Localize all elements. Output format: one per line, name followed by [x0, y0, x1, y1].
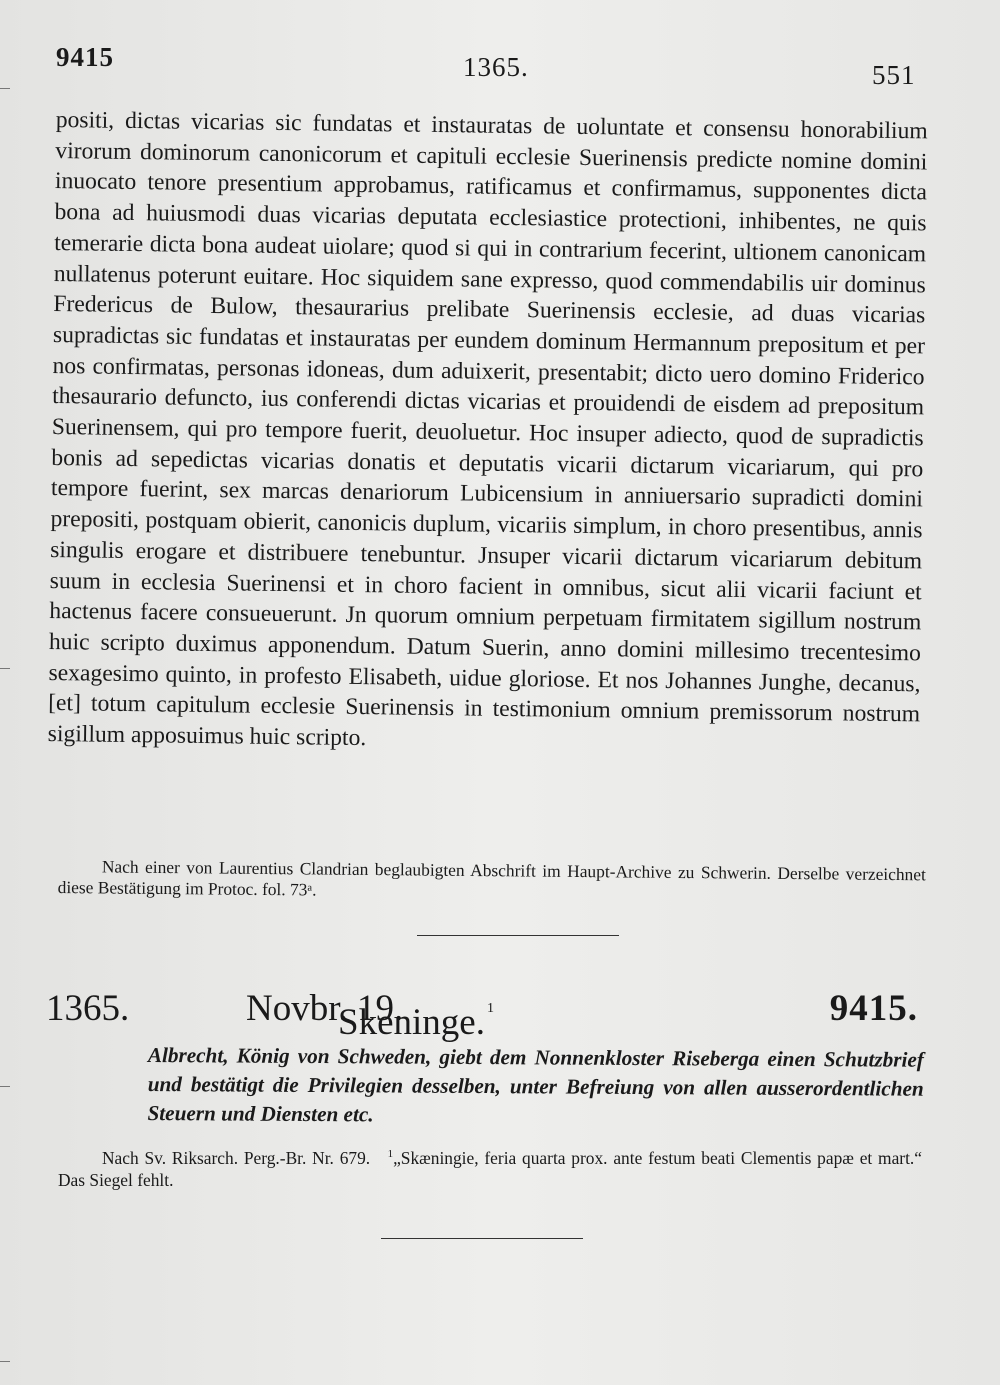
document-summary: Albrecht, König von Schweden, giebt dem Nonnenkloster Riseberga einen Schutzbrief und bestätigt die Privilegien desselben, unter Befreiung von allen ausserordentlichen Steuern und Diensten etc. [147, 1043, 924, 1127]
section-divider [417, 935, 619, 936]
document-source: Nach Sv. Riksarch. Perg.-Br. Nr. 679. [102, 1148, 371, 1168]
page-edge-mark [0, 88, 10, 89]
footnote-marker-2: 1 [387, 1148, 394, 1160]
document-heading [46, 985, 918, 1043]
heading-place [338, 985, 494, 1047]
charter-body-text [48, 105, 928, 761]
footnote-text: „Skæningie, feria quarta prox. ante festum beati Clementis papæ et mart.“ Das Siegel fehlt. [58, 1148, 922, 1190]
header-year: 1365. [463, 52, 529, 82]
heading-day: Novbr. 19. [246, 988, 404, 1029]
section-divider [381, 1238, 583, 1239]
header-document-number: 9415 [56, 42, 114, 72]
document-source-and-footnote [58, 1143, 922, 1191]
heading-place-name: Skeninge. [338, 1002, 485, 1043]
page-edge-mark [0, 1361, 10, 1362]
header-page-number: 551 [872, 60, 916, 90]
source-note: Nach einer von Laurentius Clandrian beglaubigten Abschrift im Haupt-Archive zu Schwerin. Derselbe verzeichnet diese Bestätigung im Protoc. fol. 73ᵃ. [57, 856, 926, 900]
page-edge-mark [0, 1086, 10, 1087]
charter-paragraph: positi, dictas vicarias sic fundatas et instauratas de uoluntate et consensu honorabilium virorum dominorum canonicorum et capituli ecclesie Suerinensis predicte nomine domini inuocato tenore presentium approbamus, ratificamus et confirmamus, supponentes dicta bona ad huiusmodi duas vicarias deputata ecclesiastice protectioni, inhibentes, ne quis temerarie dicta bona audeat uiolare; quod si qui in contrarium fecerint, ultionem canonicam nullatenus poterunt euitare. Hoc siquidem sane expresso, quod commendabilis uir dominus Fredericus de Bulow, thesaurarius prelibate Suerinensis ecclesie, ad duas vicarias supradictas sic fundatas et instauratas per eundem dominum Hermannum prepositum et per nos confirmatas, personas idoneas, dum aduixerit, presentabit; dicto uero domino Friderico thesaurario defuncto, ius conferendi dictas vicarias et prouidendi de eisdem ad prepositum Suerinensem, qui pro tempore fuerit, deuoluetur. Hoc insuper adiecto, quod de supradictis bonis ad sepedictas vicarias donatis et deputatis vicarii dictarum vicariarum, qui pro tempore fuerint, sex marcas denariorum Lubicensium in anniuersario supradicti domini prepositi, postquam obierit, canonicis duplum, vicariis simplum, in choro presentibus, annis singulis erogare et distribuere tenebuntur. Jnsuper vicarii dictarum vicariarum debitum suum in ecclesia Suerinensi et in choro facient in omnibus, sicut alii vicarii faciunt et hactenus facere consueuerunt. Jn quorum omnium perpetuam firmitatem sigillum nostrum huic scripto duximus apponendum. Datum Suerin, anno domini millesimo trecentesimo sexagesimo quinto, in profesto Elisabeth, uidue gloriose. Et nos Johannes Junghe, decanus, [et] totum capitulum ecclesie Suerinensis in testimonium omnium premissorum nostrum sigillum apposuimus huic scripto. [47, 106, 928, 752]
heading-date: 1365. [46, 988, 130, 1029]
footnote-marker: 1 [486, 1001, 494, 1016]
heading-document-number: 9415. [829, 988, 918, 1029]
page-edge-mark [0, 668, 10, 669]
